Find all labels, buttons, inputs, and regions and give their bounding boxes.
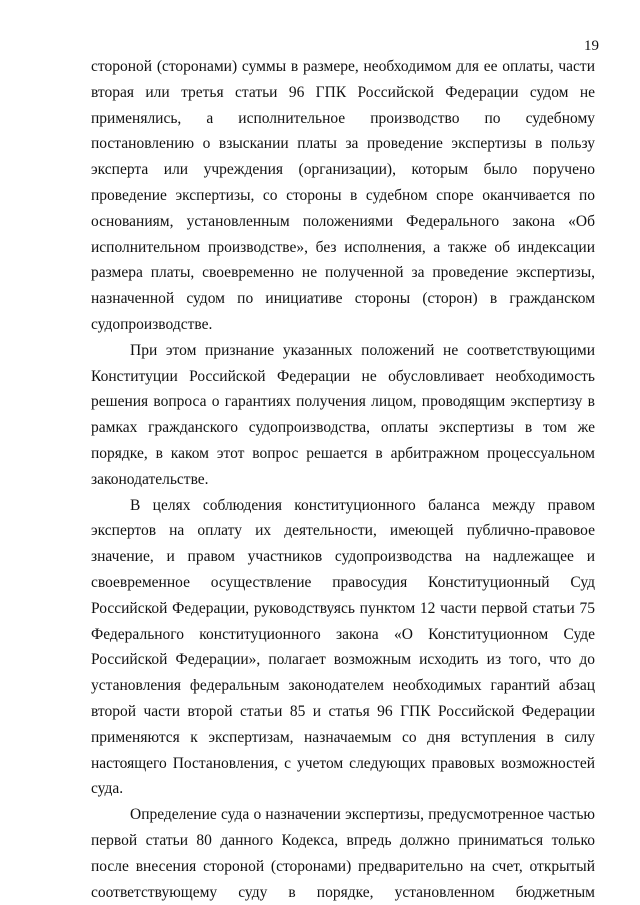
- paragraph-expertise-order: Определение суда о назначении экспертизы, предусмотренное частью первой статьи 80 данного Кодекса, впредь должно приниматься только после внесения стороной (сторонами) предварительно на счет, открытый соответствующему суду в порядке, установленном бюджетным: [91, 806, 595, 901]
- paragraph-constitutional-balance: В целях соблюдения конституционного баланса между правом экспертов на оплату их деятельности, имеющей публично-правовое значение, и правом участников судопроизводства на надлежащее и своевременное осуществление правосудия Конституционный Суд Российской Федерации, руководствуясь пунктом 12 части первой статьи 75 Федерального конституционного закона «О Конституционном Суде Российской Федерации», полагает возможным исходить из того, что до установления федеральным законодателем необходимых гарантий абзац второй части второй статьи 85 и статья 96 ГПК Российской Федерации применяются к экспертизам, назначаемым со дня вступления в силу настоящего Постановления, с учетом следующих правовых возможностей суда.: [91, 496, 595, 798]
- paragraph-continuation: стороной (сторонами) суммы в размере, необходимом для ее оплаты, части вторая или третья статьи 96 ГПК Российской Федерации судом не применялись, а исполнительное производство по судебному постановлению о взыскании платы за проведение экспертизы в пользу эксперта или учреждения (организации), которым было поручено проведение экспертизы, со стороны в судебном споре оканчивается по основаниям, установленным положениями Федерального закона «Об исполнительном производстве», без исполнения, а также об индексации размера платы, своевременно не полученной за проведение экспертизы, назначенной судом по инициативе стороны (сторон) в гражданском судопроизводстве.: [91, 58, 595, 333]
- document-body: [91, 54, 595, 905]
- paragraph-recognition-note: При этом признание указанных положений не соответствующими Конституции Российской Федерации не обусловливает необходимость решения вопроса о гарантиях получения лицом, проводящим экспертизу в рамках гражданского судопроизводства, оплаты экспертизы в том же порядке, в каком этот вопрос решается в арбитражном процессуальном законодательстве.: [91, 341, 595, 488]
- page-number: 19: [584, 38, 599, 54]
